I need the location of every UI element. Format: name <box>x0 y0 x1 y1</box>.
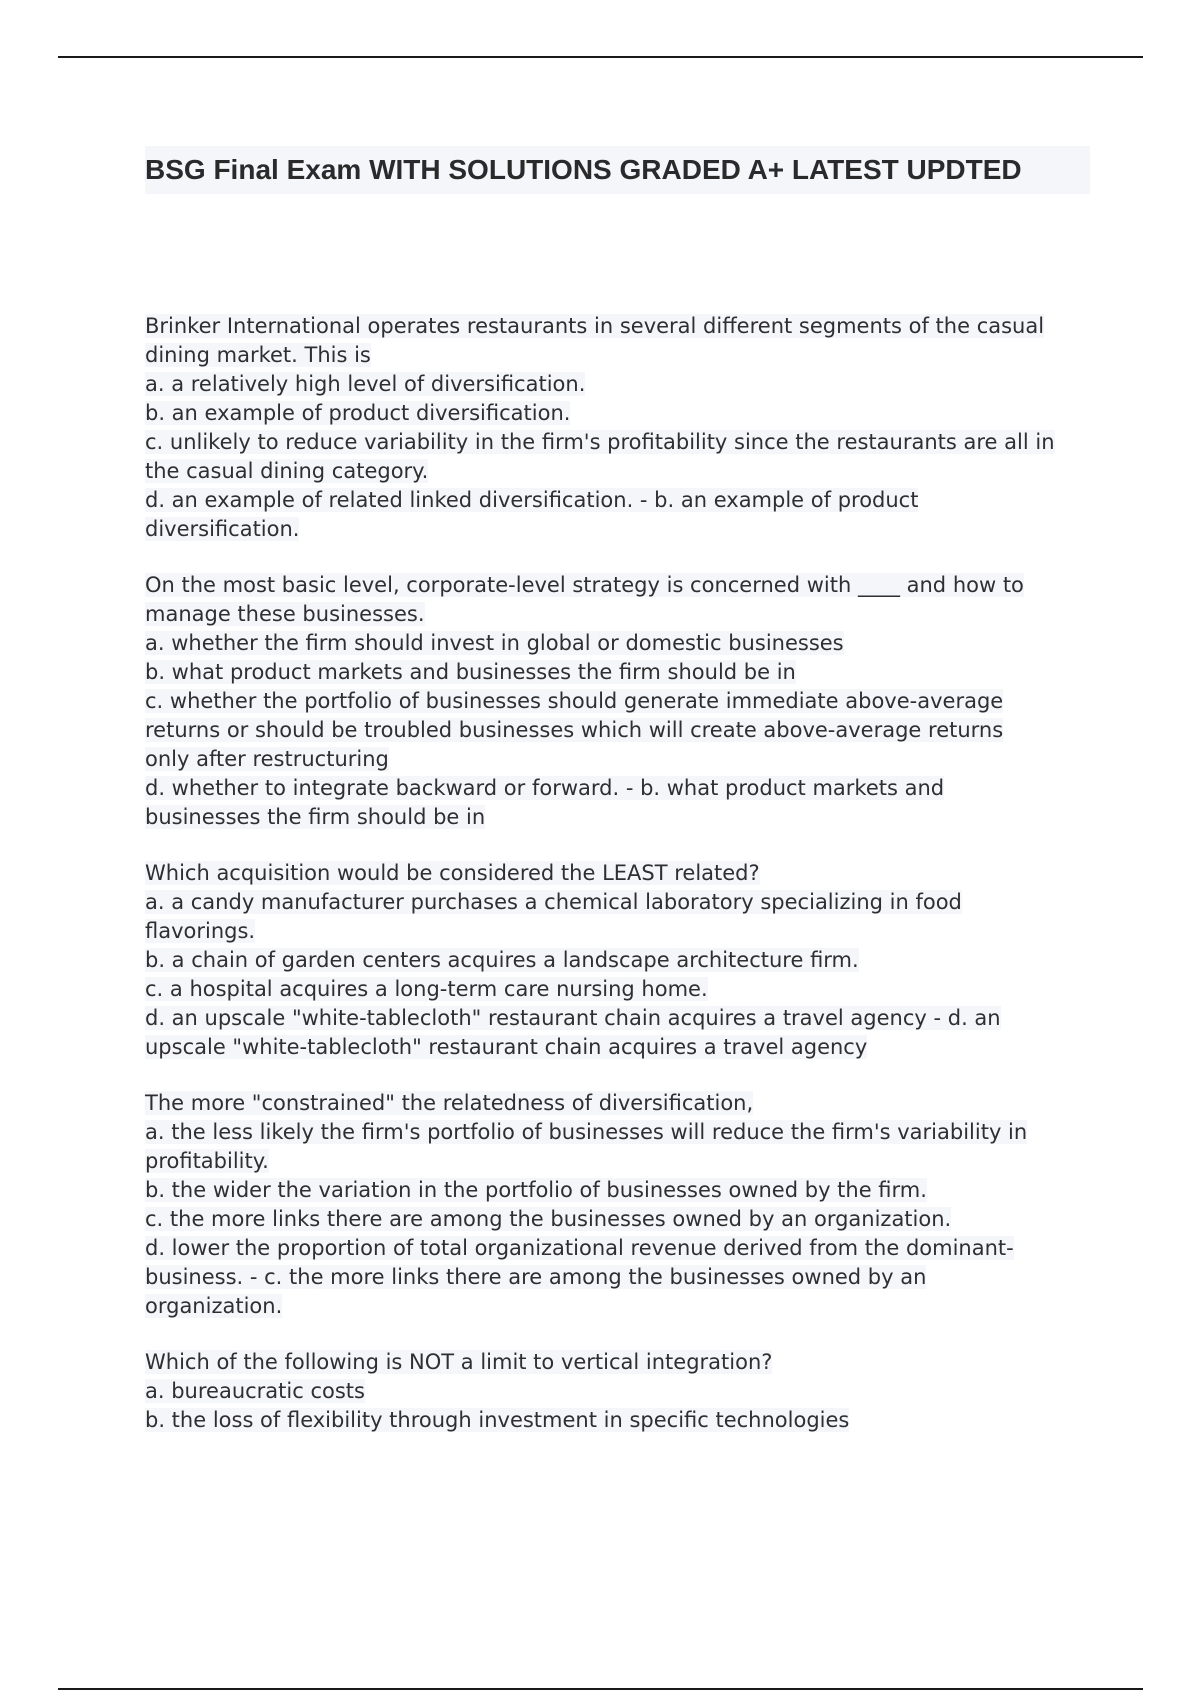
answer-line: d. whether to integrate backward or forward. - b. what product markets and <box>145 776 945 800</box>
option-line: b. an example of product diversification. <box>145 401 571 425</box>
bottom-rule <box>58 1688 1143 1690</box>
question-block-4 <box>145 1089 1090 1321</box>
option-line: b. a chain of garden centers acquires a landscape architecture firm. <box>145 948 859 972</box>
option-line: a. the less likely the firm's portfolio of businesses will reduce the firm's variability in <box>145 1120 1028 1144</box>
option-line: a. a relatively high level of diversification. <box>145 372 586 396</box>
option-line: d. lower the proportion of total organizational revenue derived from the dominant- <box>145 1236 1014 1260</box>
question-block-2 <box>145 571 1090 832</box>
option-line: c. whether the portfolio of businesses should generate immediate above-average <box>145 689 1004 713</box>
option-line: returns or should be troubled businesses which will create above-average returns <box>145 718 1004 742</box>
option-line: c. the more links there are among the businesses owned by an organization. <box>145 1207 952 1231</box>
top-rule <box>58 56 1143 58</box>
question-block-1 <box>145 312 1090 544</box>
document-title: BSG Final Exam WITH SOLUTIONS GRADED A+ LATEST UPDTED <box>145 154 1022 185</box>
question-block-5 <box>145 1348 1090 1435</box>
option-line: b. the loss of flexibility through investment in specific technologies <box>145 1408 850 1432</box>
option-line: flavorings. <box>145 919 256 943</box>
option-line: a. whether the firm should invest in global or domestic businesses <box>145 631 844 655</box>
option-line: c. unlikely to reduce variability in the firm's profitability since the restaurants are all in <box>145 430 1055 454</box>
answer-line: upscale "white-tablecloth" restaurant chain acquires a travel agency <box>145 1035 868 1059</box>
answer-line: organization. <box>145 1294 283 1318</box>
question-line: Which acquisition would be considered the LEAST related? <box>145 861 760 885</box>
answer-line: business. - c. the more links there are among the businesses owned by an <box>145 1265 927 1289</box>
option-line: c. a hospital acquires a long-term care nursing home. <box>145 977 708 1001</box>
question-block-3 <box>145 859 1090 1062</box>
question-line: Brinker International operates restaurants in several different segments of the casual <box>145 314 1045 338</box>
question-line: The more "constrained" the relatedness of diversification, <box>145 1091 754 1115</box>
option-line: b. what product markets and businesses the firm should be in <box>145 660 796 684</box>
question-line: Which of the following is NOT a limit to vertical integration? <box>145 1350 773 1374</box>
question-list <box>145 312 1090 1462</box>
option-line: only after restructuring <box>145 747 389 771</box>
answer-line: d. an upscale "white-tablecloth" restaurant chain acquires a travel agency - d. an <box>145 1006 1001 1030</box>
option-line: profitability. <box>145 1149 269 1173</box>
question-line: On the most basic level, corporate-level strategy is concerned with ____ and how to <box>145 573 1024 597</box>
question-line: manage these businesses. <box>145 602 425 626</box>
answer-line: diversification. <box>145 517 300 541</box>
option-line: the casual dining category. <box>145 459 429 483</box>
answer-line: businesses the firm should be in <box>145 805 486 829</box>
title-block <box>145 146 1090 194</box>
question-line: dining market. This is <box>145 343 371 367</box>
option-line: a. a candy manufacturer purchases a chemical laboratory specializing in food <box>145 890 962 914</box>
answer-line: d. an example of related linked diversification. - b. an example of product <box>145 488 919 512</box>
option-line: b. the wider the variation in the portfolio of businesses owned by the firm. <box>145 1178 927 1202</box>
option-line: a. bureaucratic costs <box>145 1379 365 1403</box>
